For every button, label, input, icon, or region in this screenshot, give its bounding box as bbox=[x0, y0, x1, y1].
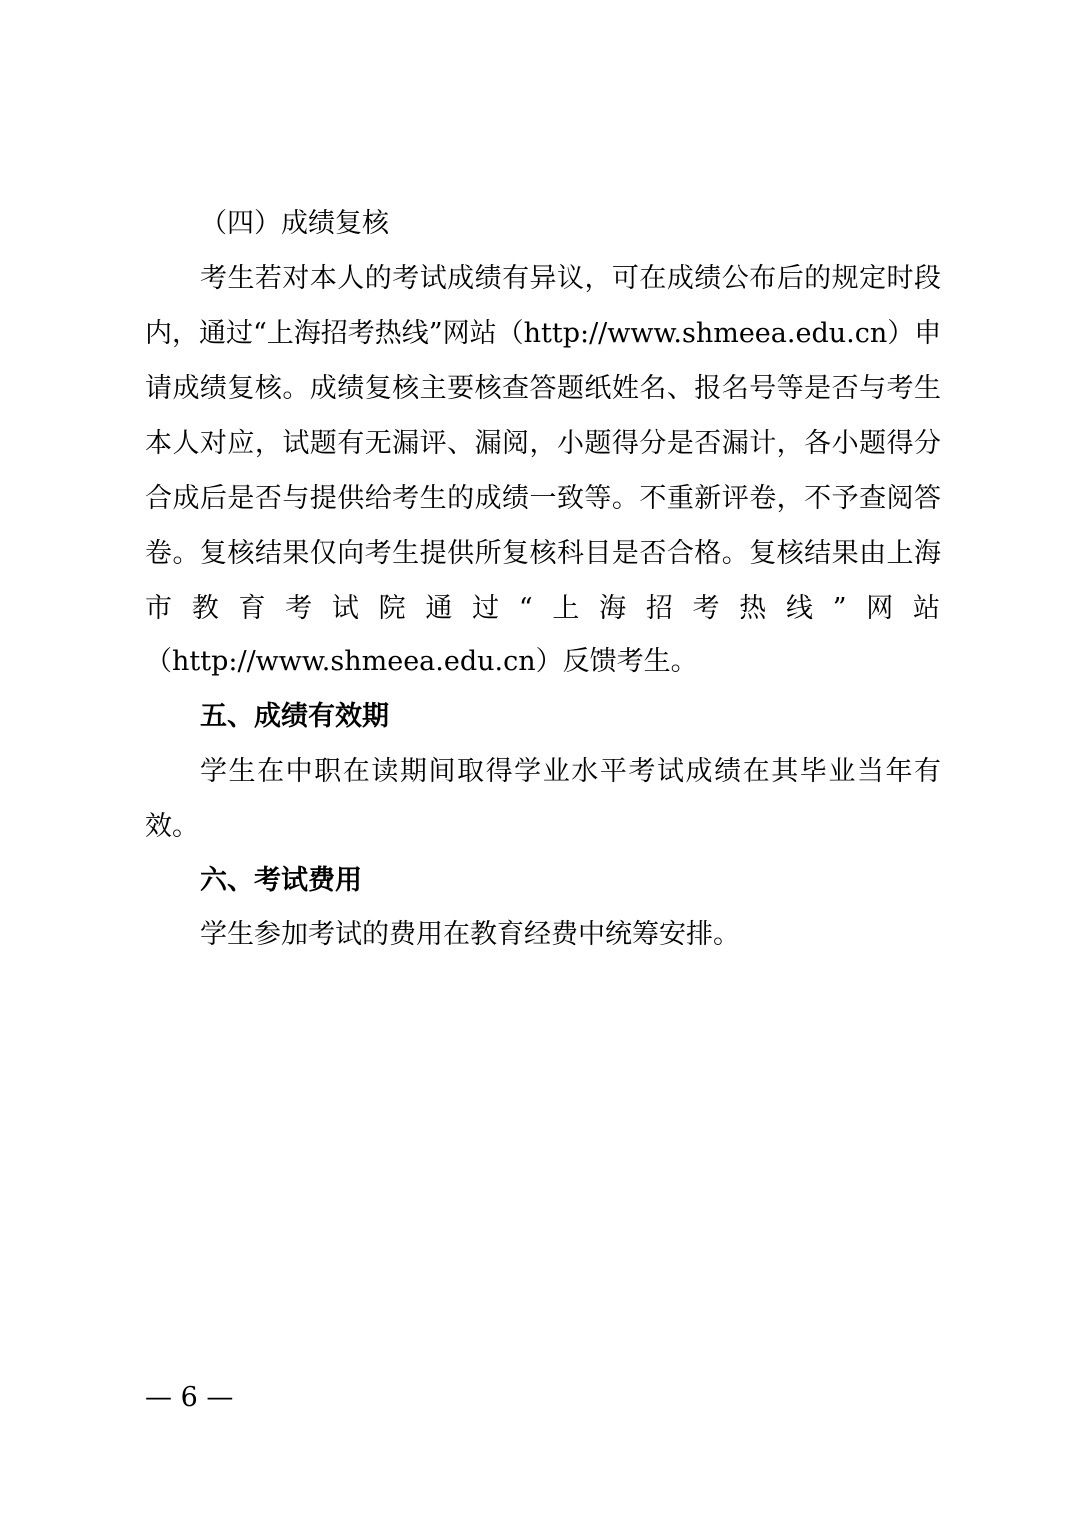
paragraph-line: 学生在中职在读期间取得学业水平考试成绩在其毕业当年有 bbox=[200, 756, 941, 787]
section-heading-validity: 五、成绩有效期 bbox=[200, 701, 389, 732]
paragraph-line: 合成后是否与提供给考生的成绩一致等。不重新评卷，不予查阅答 bbox=[145, 483, 941, 514]
paragraph-line: 市教育考试院通过“上海招考热线”网站 bbox=[145, 593, 941, 624]
paragraph-line: （http://www.shmeea.edu.cn）反馈考生。 bbox=[145, 646, 698, 677]
page-number: — 6 — bbox=[145, 1382, 234, 1413]
section-heading-score-review: （四）成绩复核 bbox=[200, 208, 389, 239]
paragraph-line: 请成绩复核。成绩复核主要核查答题纸姓名、报名号等是否与考生 bbox=[145, 373, 941, 404]
paragraph-line: 卷。复核结果仅向考生提供所复核科目是否合格。复核结果由上海 bbox=[145, 538, 941, 569]
paragraph-line: 学生参加考试的费用在教育经费中统筹安排。 bbox=[200, 919, 740, 950]
section-heading-fees: 六、考试费用 bbox=[200, 865, 362, 896]
paragraph-line: 效。 bbox=[145, 811, 199, 842]
paragraph-line: 内，通过“上海招考热线”网站（http://www.shmeea.edu.cn）申 bbox=[145, 318, 941, 349]
paragraph-line: 本人对应，试题有无漏评、漏阅，小题得分是否漏计，各小题得分 bbox=[145, 428, 941, 459]
paragraph-line: 考生若对本人的考试成绩有异议，可在成绩公布后的规定时段 bbox=[200, 263, 941, 294]
